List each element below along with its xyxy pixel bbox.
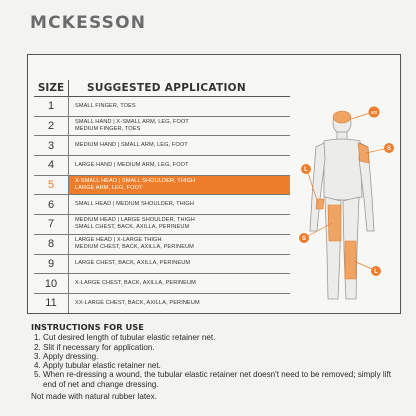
application-text: X-SMALL HEAD | SMALL SHOULDER, THIGH LARGE ARM, LEG, FOOT bbox=[69, 175, 291, 195]
instructions-title: INSTRUCTIONS FOR USE bbox=[31, 322, 144, 332]
instruction-step: 4. Apply tubular elastic retainer net. bbox=[43, 361, 401, 370]
size-number: 11 bbox=[34, 293, 69, 313]
application-text: SMALL FINGER, TOES bbox=[69, 97, 291, 117]
instructions-list bbox=[31, 333, 401, 389]
size-column-header: SIZE bbox=[34, 80, 69, 97]
instructions-section bbox=[31, 323, 401, 401]
table-row bbox=[34, 215, 290, 235]
label-shoulder: S bbox=[386, 146, 392, 152]
table-row bbox=[34, 116, 290, 136]
instruction-step: 1. Cut desired length of tubular elastic retainer net. bbox=[43, 333, 401, 342]
application-text: X-LARGE CHEST, BACK, AXILLA, PERINEUM bbox=[69, 274, 291, 294]
size-number: 4 bbox=[34, 156, 69, 176]
table-row bbox=[34, 293, 290, 313]
instruction-step: 5. When re-dressing a wound, the tubular elastic retainer net doesn't need to be removed; simply lift end of net and change dressing. bbox=[43, 370, 401, 389]
latex-note: Not made with natural rubber latex. bbox=[31, 392, 157, 402]
table-row bbox=[34, 156, 290, 176]
table-row bbox=[34, 254, 290, 274]
size-table bbox=[34, 80, 290, 313]
label-thigh: S bbox=[301, 236, 307, 242]
application-text: LARGE HAND | MEDIUM ARM, LEG, FOOT bbox=[69, 156, 291, 176]
application-column-header: SUGGESTED APPLICATION bbox=[69, 80, 291, 97]
label-head: XS bbox=[370, 110, 378, 115]
size-number: 3 bbox=[34, 136, 69, 156]
size-number: 7 bbox=[34, 215, 69, 235]
size-number: 6 bbox=[34, 195, 69, 215]
table-row bbox=[34, 274, 290, 294]
label-arm: L bbox=[304, 167, 308, 173]
size-number: 9 bbox=[34, 254, 69, 274]
application-text: MEDIUM HEAD | LARGE SHOULDER, THIGH SMALL CHEST, BACK, AXILLA, PERINEUM bbox=[69, 215, 291, 235]
application-text: SMALL HEAD | MEDIUM SHOULDER, THIGH bbox=[69, 195, 291, 215]
application-text: XX-LARGE CHEST, BACK, AXILLA, PERINEUM bbox=[75, 299, 200, 306]
application-text: SMALL HAND | X-SMALL ARM, LEG, FOOT MEDIUM FINGER, TOES bbox=[69, 116, 291, 136]
application-text: LARGE HEAD | X-LARGE THIGH MEDIUM CHEST, BACK, AXILLA, PERINEUM bbox=[69, 234, 291, 254]
instruction-step: 2. Slit if necessary for application. bbox=[43, 343, 401, 352]
size-number: 1 bbox=[34, 97, 69, 117]
table-row-highlighted bbox=[34, 175, 290, 195]
table-row bbox=[34, 97, 290, 117]
size-number: 8 bbox=[34, 234, 69, 254]
table-row bbox=[34, 234, 290, 254]
size-number: 5 bbox=[34, 175, 69, 195]
table-row bbox=[34, 136, 290, 156]
size-number: 2 bbox=[34, 116, 69, 136]
label-leg: L bbox=[374, 269, 378, 275]
size-chart-panel bbox=[27, 54, 401, 314]
application-text: MEDIUM HAND | SMALL ARM, LEG, FOOT bbox=[69, 136, 291, 156]
body-figure-illustration bbox=[294, 101, 406, 313]
size-number: 10 bbox=[34, 274, 69, 294]
application-text: LARGE CHEST, BACK, AXILLA, PERINEUM bbox=[69, 254, 291, 274]
brand-logo: MCKESSON bbox=[30, 13, 147, 33]
table-row bbox=[34, 195, 290, 215]
instruction-step: 3. Apply dressing. bbox=[43, 352, 401, 361]
